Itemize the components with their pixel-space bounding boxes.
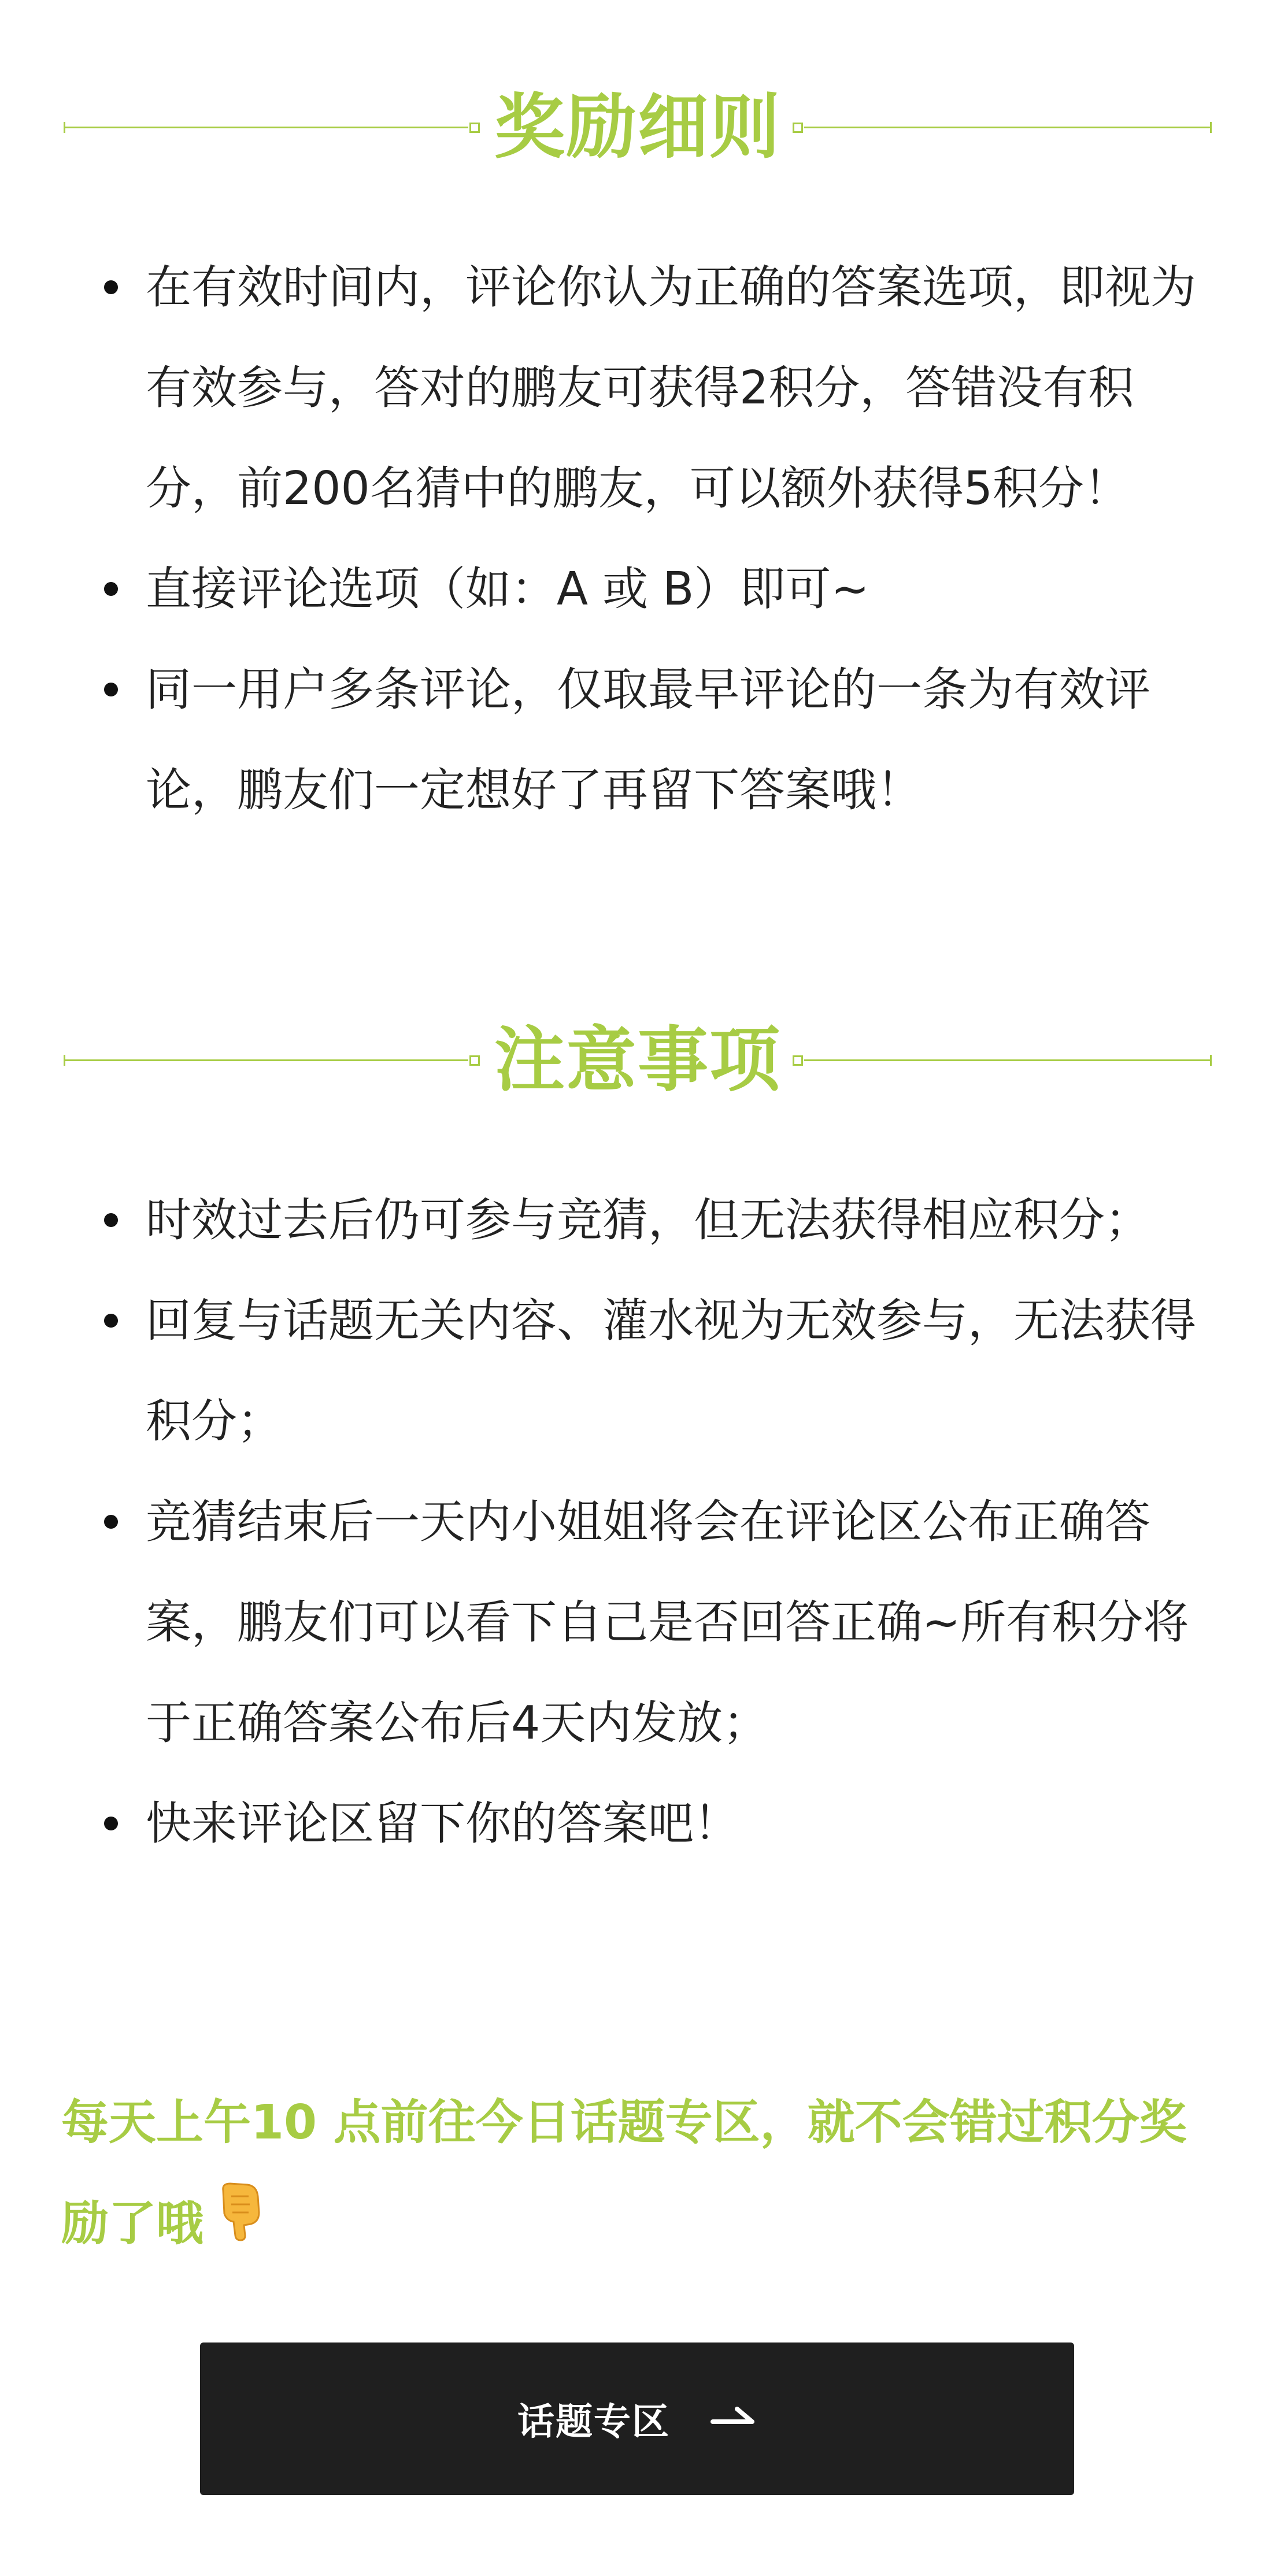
bullet-dot-icon xyxy=(104,683,118,696)
section-heading: 注意事项 xyxy=(494,1019,781,1101)
divider-cap-right xyxy=(1210,122,1212,133)
list-item xyxy=(0,1773,1273,1874)
section-title-notes xyxy=(64,1020,1212,1100)
section-heading: 奖励细则 xyxy=(494,86,781,168)
list-item-text: 竞猜结束后一天内小姐姐将会在评论区公布正确答案，鹏友们可以看下自己是否回答正确~所有积分将于正确答案公布后4天内发放； xyxy=(146,1495,1189,1750)
divider-knot-right xyxy=(793,1055,803,1066)
list-item xyxy=(0,1472,1273,1773)
daily-topic-promo xyxy=(61,2072,1218,2277)
divider-line-right xyxy=(804,127,1212,128)
bullet-dot-icon xyxy=(104,1213,118,1227)
bullet-dot-icon xyxy=(104,280,118,294)
divider-line-right xyxy=(804,1059,1212,1061)
bullet-dot-icon xyxy=(104,1314,118,1328)
list-item-text: 回复与话题无关内容、灌水视为无效参与，无法获得积分； xyxy=(146,1294,1196,1448)
list-item-text: 在有效时间内，评论你认为正确的答案选项，即视为有效参与，答对的鹏友可获得2积分，答错没有积分，前200名猜中的鹏友，可以额外获得5积分！ xyxy=(146,261,1196,515)
topic-zone-button[interactable] xyxy=(200,2343,1074,2495)
pointing-down-hand-icon xyxy=(210,2176,266,2277)
list-item xyxy=(0,1270,1273,1472)
promo-text: 每天上午10 点前往今日话题专区，就不会错过积分奖励了哦 xyxy=(61,2095,1187,2251)
list-item xyxy=(0,237,1273,539)
divider-knot-right xyxy=(793,123,803,133)
list-item-text: 同一用户多条评论，仅取最早评论的一条为有效评论，鹏友们一定想好了再留下答案哦！ xyxy=(146,663,1150,817)
arrow-right-icon xyxy=(710,2404,757,2433)
bullet-dot-icon xyxy=(104,1515,118,1529)
list-item-text: 快来评论区留下你的答案吧！ xyxy=(146,1797,739,1850)
divider-cap-right xyxy=(1210,1055,1212,1066)
list-item xyxy=(0,1170,1273,1270)
bullet-dot-icon xyxy=(104,582,118,596)
topic-zone-button-label: 话题专区 xyxy=(517,2401,670,2444)
list-item xyxy=(0,539,1273,639)
notes-list xyxy=(0,1170,1273,1874)
list-item xyxy=(0,639,1273,840)
list-item-text: 时效过去后仍可参与竞猜，但无法获得相应积分； xyxy=(146,1194,1150,1247)
bullet-dot-icon xyxy=(104,1817,118,1830)
section-title-rewards xyxy=(64,87,1212,168)
list-item-text: 直接评论选项（如：A 或 B）即可~ xyxy=(146,562,869,616)
rewards-list xyxy=(0,237,1273,840)
